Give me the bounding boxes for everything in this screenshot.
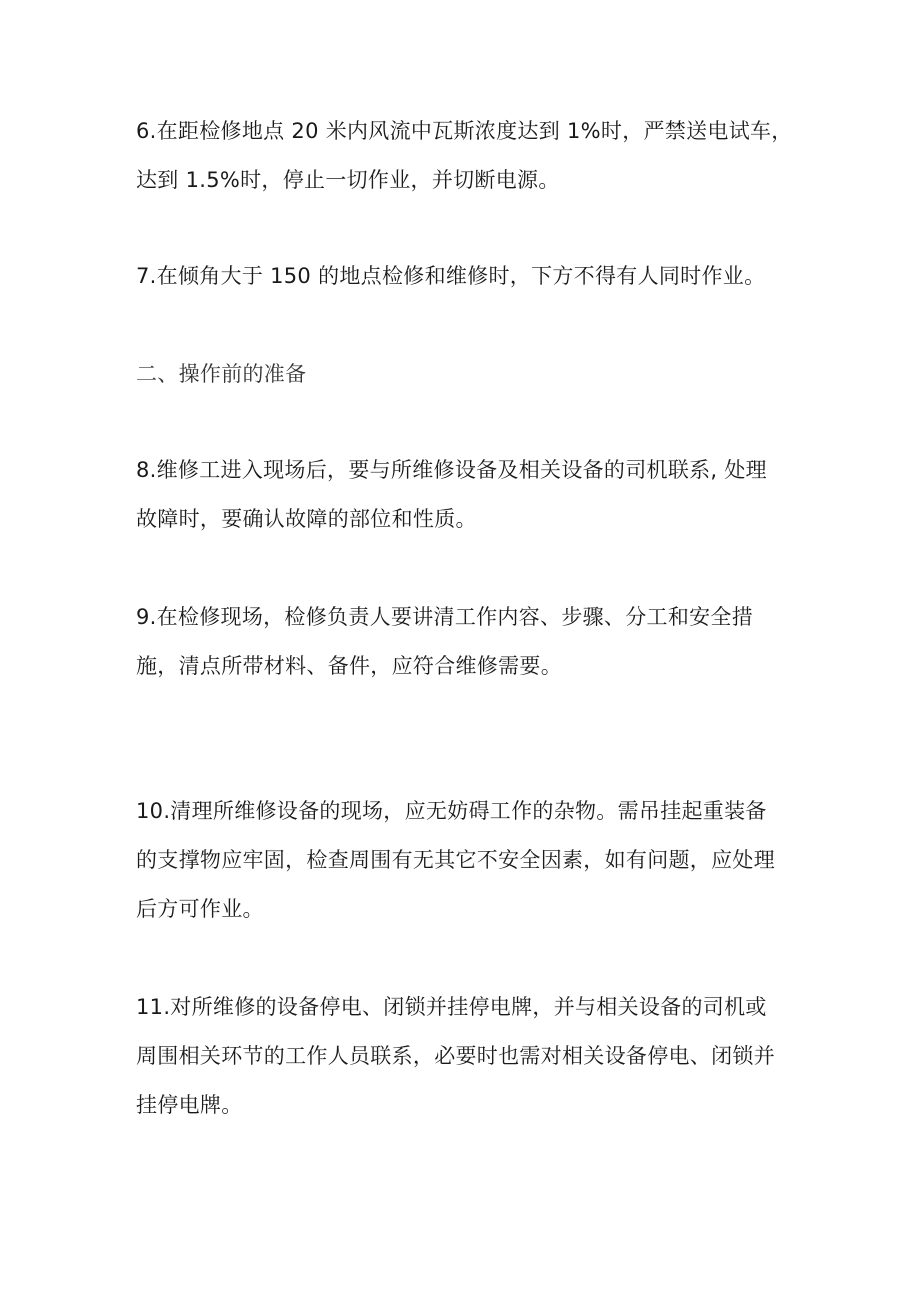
paragraph-7	[136, 252, 796, 301]
paragraph-line: 11.对所维修的设备停电、闭锁并挂停电牌，并与相关设备的司机或	[136, 995, 767, 1019]
paragraph-line: 故障时，要确认故障的部位和性质。	[136, 507, 477, 531]
paragraph-9	[136, 593, 796, 691]
paragraph-line: 8.维修工进入现场后，要与所维修设备及相关设备的司机联系, 处理	[136, 458, 767, 482]
paragraph-11	[136, 983, 796, 1130]
paragraph-8	[136, 446, 796, 544]
paragraph-10	[136, 787, 796, 934]
paragraph-line: 10.清理所维修设备的现场，应无妨碍工作的杂物。需吊挂起重装备	[136, 799, 767, 823]
paragraph-line: 周围相关环节的工作人员联系，必要时也需对相关设备停电、闭锁并	[136, 1044, 775, 1068]
paragraph-line: 6.在距检修地点 20 米内风流中瓦斯浓度达到 1%时，严禁送电试车，	[136, 119, 793, 143]
paragraph-line: 达到 1.5%时，停止一切作业，并切断电源。	[136, 168, 560, 192]
section-heading	[136, 350, 796, 399]
paragraph-6	[136, 107, 796, 205]
paragraph-line: 的支撑物应牢固，检查周围有无其它不安全因素，如有问题，应处理	[136, 848, 775, 872]
paragraph-line: 7.在倾角大于 150 的地点检修和维修时，下方不得有人同时作业。	[136, 264, 766, 288]
section-heading-text: 二、操作前的准备	[136, 362, 307, 386]
paragraph-line: 施，清点所带材料、备件，应符合维修需要。	[136, 654, 562, 678]
paragraph-line: 挂停电牌。	[136, 1093, 243, 1117]
paragraph-line: 9.在检修现场，检修负责人要讲清工作内容、步骤、分工和安全措	[136, 605, 754, 629]
paragraph-line: 后方可作业。	[136, 897, 264, 921]
